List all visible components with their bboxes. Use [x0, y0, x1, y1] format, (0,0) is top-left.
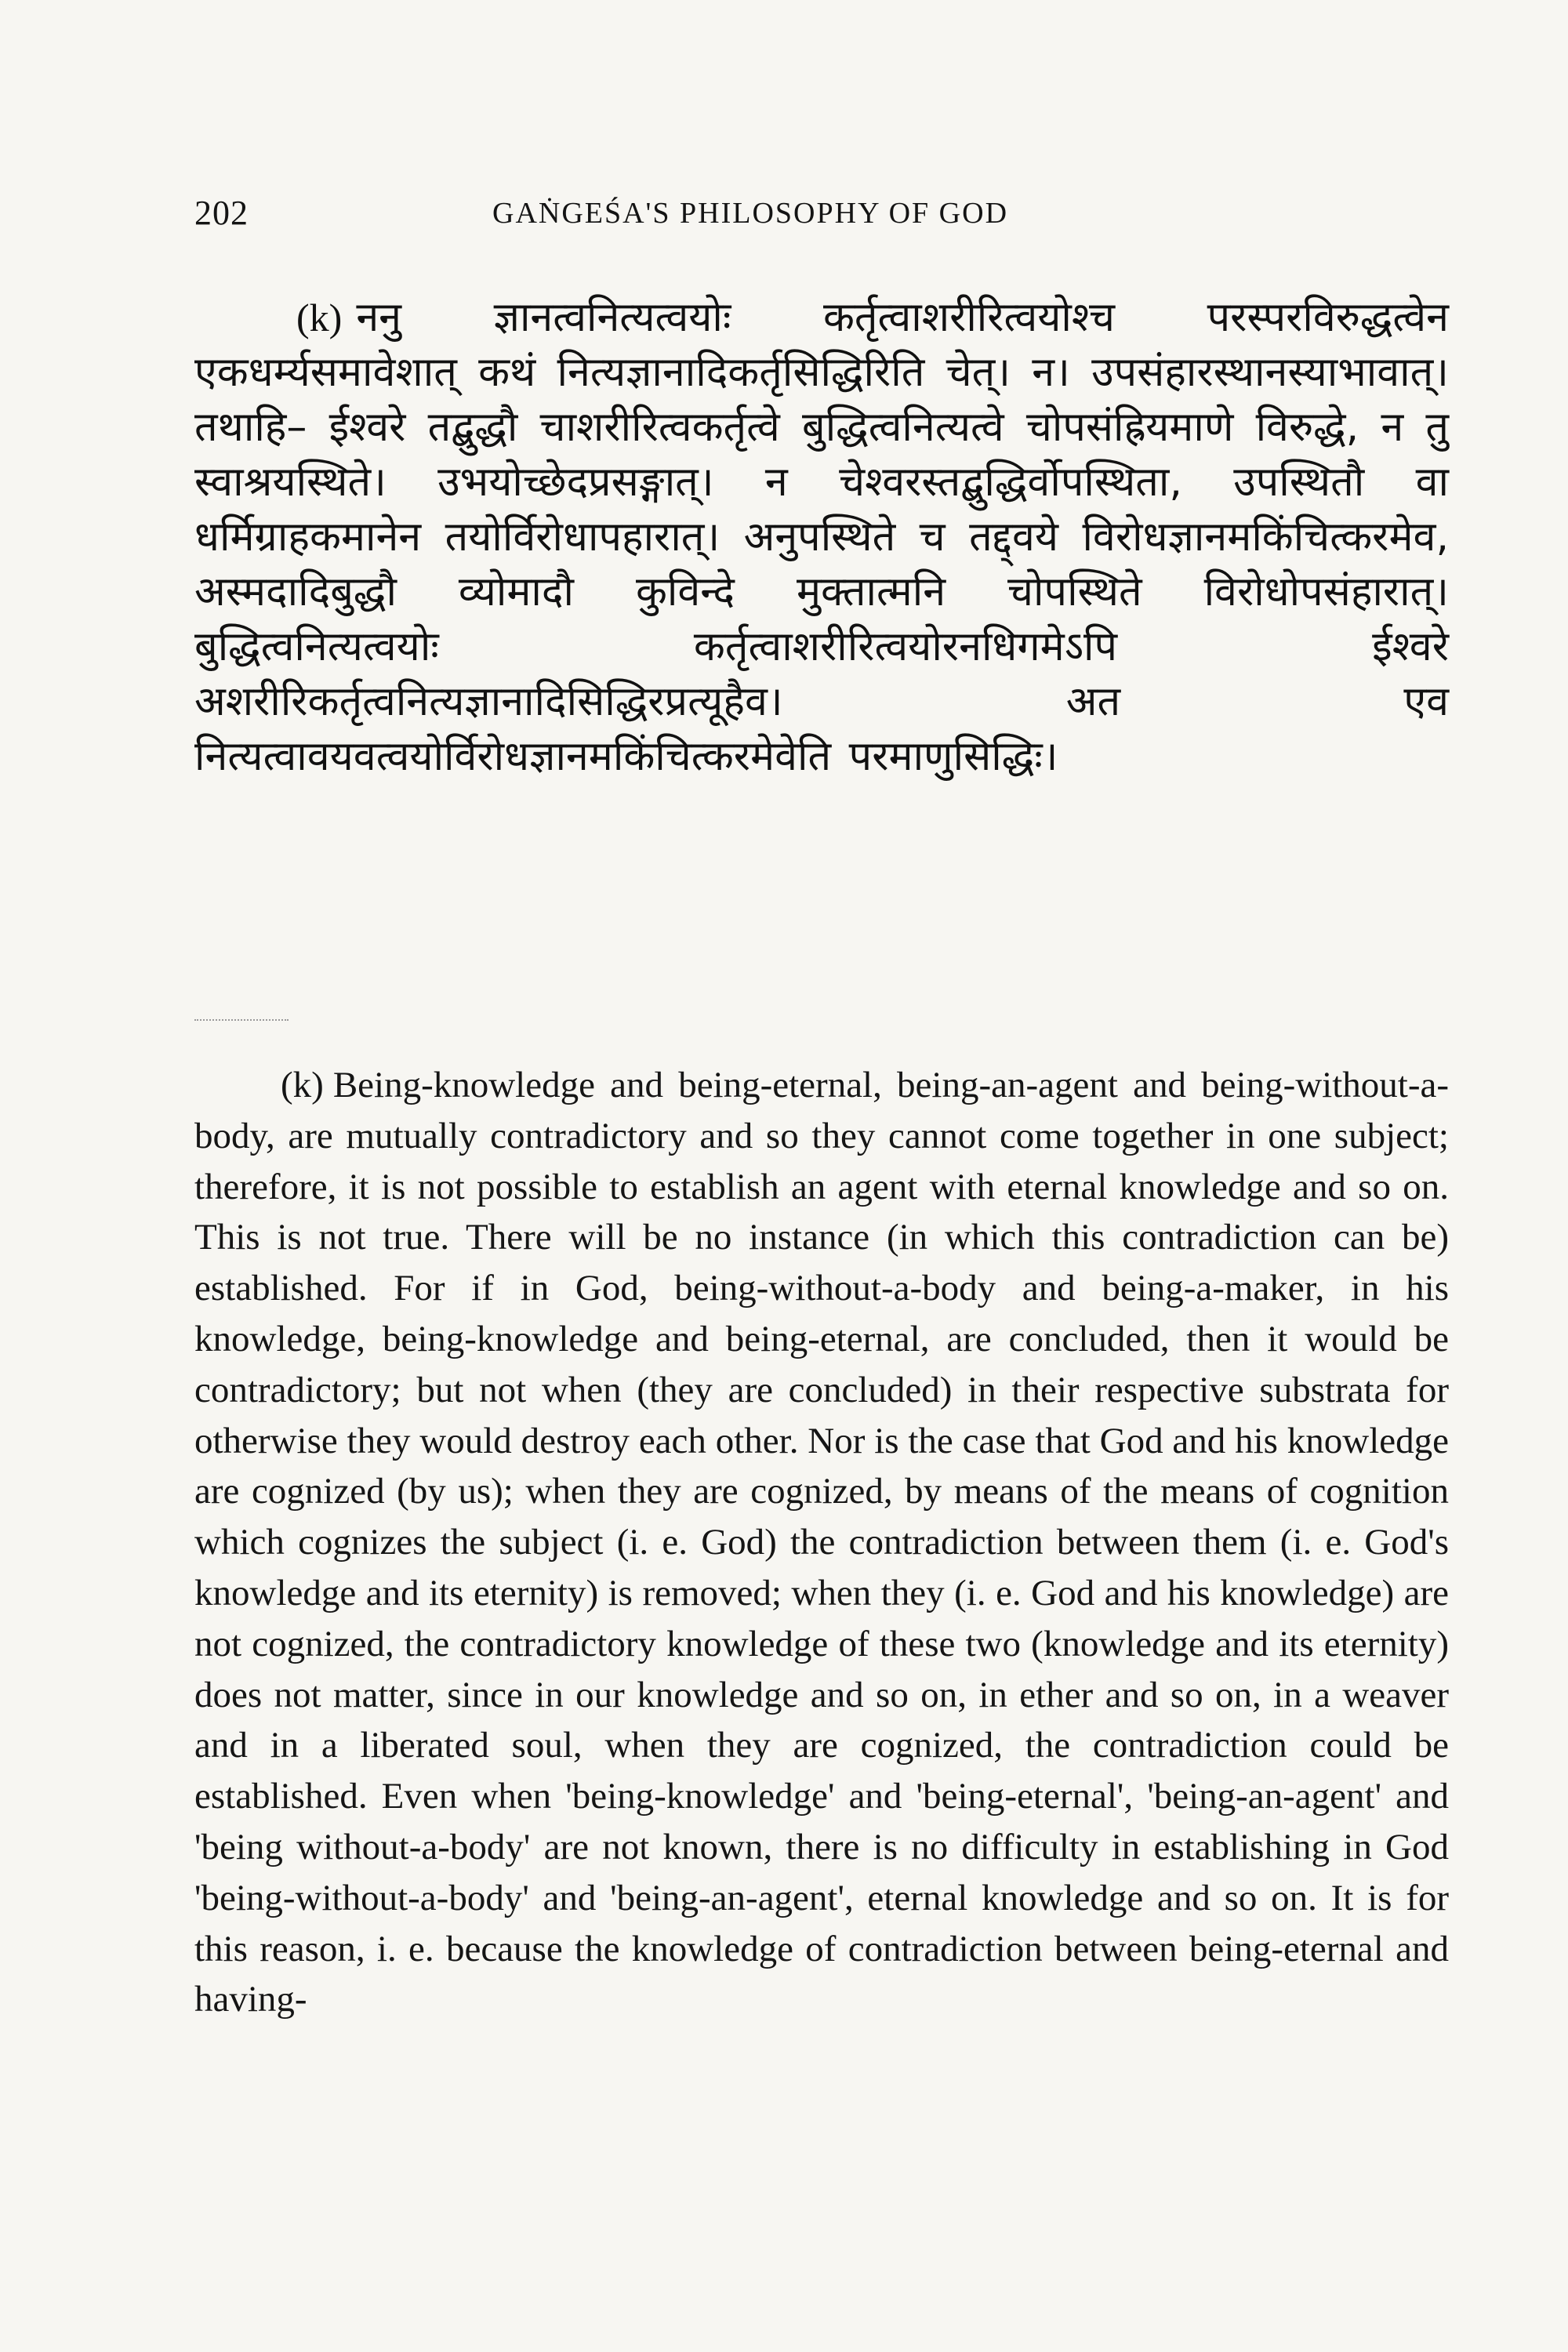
book-page	[194, 188, 1449, 2305]
section-divider	[194, 1019, 289, 1021]
translation-section-label: (k)	[281, 1065, 324, 1105]
page-number: 202	[194, 194, 249, 232]
sanskrit-text: ननु ज्ञानत्वनित्यत्वयोः कर्तृत्वाशरीरित्वयोश्च परस्परविरुद्धत्वेन एकधर्म्यसमावेशात् कथं नित्यज्ञानादिकर्तृसिद्धिरिति चेत्। न। उपसंहारस्थानस्याभावात्। तथाहि– ईश्वरे तद्बुद्धौ चाशरीरित्वकर्तृत्वे बुद्धित्वनित्यत्वे चोपसंह्रियमाणे विरुद्धे, न तु स्वाश्रयस्थिते। उभयोच्छेदप्रसङ्गात्। न चेश्वरस्तद्बुद्धिर्वोपस्थिता, उपस्थितौ वा धर्मिग्राहकमानेन तयोर्विरोधापहारात्। अनुपस्थिते च तद्द्वये विरोधज्ञानमकिंचित्करमेव, अस्मदादिबुद्धौ व्योमादौ कुविन्दे मुक्तात्मनि चोपस्थिते विरोधोपसंहारात्। बुद्धित्वनित्यत्वयोः कर्तृत्वाशरीरित्वयोरनधिगमेऽपि ईश्वरे अशरीरिकर्तृत्वनित्यज्ञानादिसिद्धिरप्रत्यूहैव। अत एव नित्यत्वावयवत्वयोर्विरोधज्ञानमकिंचित्करमेवेति परमाणुसिद्धिः।	[194, 294, 1449, 780]
translation-text: Being-knowledge and being-eternal, being-an-agent and being-without-a-body, are mutually contradictory and so they cannot come together in one subject; therefore, it is not possible to establish an agent with eternal knowledge and so on. This is not true. There will be no instance (in which this contradiction can be) established. For if in God, being-without-a-body and being-a-maker, in his knowledge, being-knowledge and being-eternal, are concluded, then it would be contradictory; but not when (they are concluded) in their respective substrata for otherwise they would destroy each other. Nor is the case that God and his knowledge are cognized (by us); when they are cognized, by means of the means of cognition which cognizes the subject (i. e. God) the contradiction between them (i. e. God's knowledge and its eternity) is removed; when they (i. e. God and his knowledge) are not cognized, the contradictory knowledge of these two (knowledge and its eternity) does not matter, since in our knowledge and so on, in ether and so on, in a weaver and in a liberated soul, when they are cognized, the contradiction could be established. Even when 'being-knowledge' and 'being-eternal', 'being-an-agent' and 'being without-a-body' are not known, there is no difficulty in establishing in God 'being-without-a-body' and 'being-an-agent', eternal knowledge and so on. It is for this reason, i. e. because the knowledge of contradiction between being-eternal and having-	[194, 1065, 1449, 2020]
running-head	[194, 188, 1449, 243]
english-translation	[194, 1060, 1449, 2025]
sanskrit-section-label: (k)	[296, 296, 343, 339]
sanskrit-passage	[194, 290, 1449, 784]
running-title: GAṄGEŚA'S PHILOSOPHY OF GOD	[492, 197, 1009, 230]
